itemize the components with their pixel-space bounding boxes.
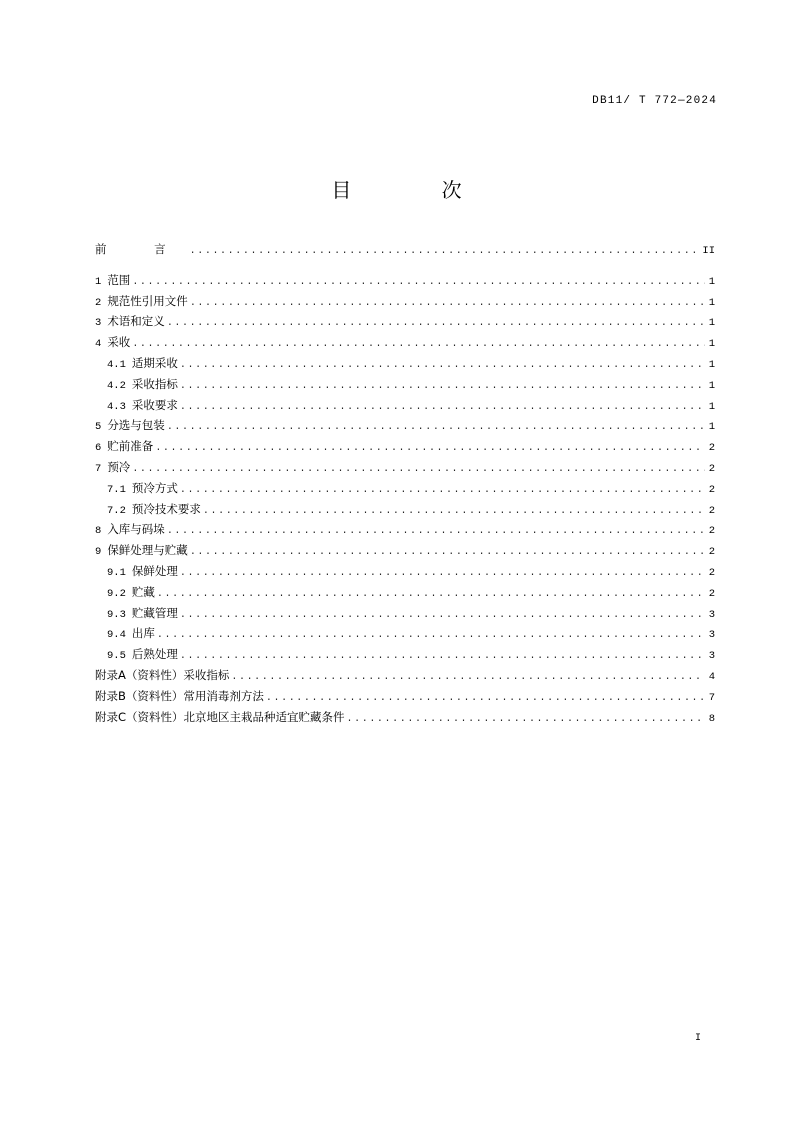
toc-entry-number: 9.2 [107, 587, 126, 600]
toc-entry-label: 贮藏管理 [131, 605, 178, 620]
toc-dot-leader [180, 398, 705, 416]
toc-entry-label: 术语和定义 [107, 314, 165, 329]
toc-entry-label: 规范性引用文件 [107, 293, 188, 308]
toc-entry[interactable] [95, 561, 715, 582]
toc-entry-label: 附录A（资料性）采收指标 [95, 667, 230, 682]
toc-dot-leader [203, 502, 705, 520]
page-number: I [694, 1033, 701, 1044]
toc-entry-label: 出库 [131, 626, 155, 641]
toc-entry[interactable] [95, 540, 715, 561]
toc-entry-page: 1 [708, 421, 715, 434]
toc-dot-leader [132, 460, 705, 478]
toc-entry[interactable] [95, 457, 715, 478]
toc-entry-number: 9.3 [107, 608, 126, 621]
toc-entry-number: 4 [95, 338, 102, 351]
toc-dot-leader [167, 418, 705, 436]
toc-dot-leader [266, 689, 705, 707]
toc-entry-label: 适期采收 [131, 355, 178, 370]
toc-dot-leader [157, 626, 705, 644]
toc-entry[interactable] [95, 270, 715, 291]
toc-entry-number: 8 [95, 525, 102, 538]
toc-entry-page: 7 [708, 691, 715, 704]
toc-dot-leader [180, 377, 705, 395]
toc-entry[interactable] [95, 374, 715, 395]
toc-dot-leader [180, 647, 705, 665]
toc-entry[interactable] [95, 665, 715, 686]
toc-title: 目 次 [331, 178, 504, 202]
toc-entry-label: 预冷技术要求 [131, 501, 201, 516]
toc-dot-leader [180, 564, 705, 582]
toc-dot-leader [180, 606, 705, 624]
toc-entry-number: 6 [95, 442, 102, 455]
toc-entry[interactable] [95, 582, 715, 603]
toc-entry-page: 2 [708, 587, 715, 600]
toc-entry[interactable] [95, 436, 715, 457]
toc-entry-label: 保鲜处理与贮藏 [107, 543, 188, 558]
toc-entry[interactable] [95, 623, 715, 644]
toc-entry-number: 9 [95, 546, 102, 559]
toc-entry-number: 9.1 [107, 566, 126, 579]
toc-entry-label: 预冷方式 [131, 480, 178, 495]
toc-entry[interactable] [95, 395, 715, 416]
toc-entry-number: 3 [95, 317, 102, 330]
toc-entry[interactable] [95, 499, 715, 520]
toc-entry-number: 4.2 [107, 379, 126, 392]
toc-entry-page: 4 [708, 670, 715, 683]
toc-entry-label: 前 言 [95, 242, 188, 256]
toc-entry-number: 4.3 [107, 400, 126, 413]
toc-entry-page: 2 [708, 566, 715, 579]
toc-entry-page: 1 [708, 379, 715, 392]
toc-entry-label: 分选与包装 [107, 418, 165, 433]
toc-entry-label: 采收 [107, 335, 131, 350]
toc-entry-page: 1 [708, 317, 715, 330]
toc-entry[interactable] [95, 332, 715, 353]
toc-dot-leader [190, 242, 701, 260]
toc-dot-leader [180, 481, 705, 499]
toc-entry[interactable] [95, 686, 715, 707]
toc-entry-page: 8 [708, 712, 715, 725]
toc-entries [95, 270, 715, 728]
toc-entry-page: 3 [708, 608, 715, 621]
table-of-contents [95, 239, 715, 727]
toc-dot-leader [190, 543, 705, 561]
toc-entry-number: 9.4 [107, 629, 126, 642]
toc-dot-leader [157, 585, 705, 603]
toc-entry-label: 贮藏 [131, 584, 155, 599]
toc-entry[interactable] [95, 519, 715, 540]
toc-dot-leader [231, 668, 705, 686]
toc-entry-label: 贮前准备 [107, 439, 154, 454]
toc-entry-label: 附录C（资料性）北京地区主栽品种适宜贮藏条件 [95, 709, 345, 724]
toc-entry[interactable] [95, 311, 715, 332]
toc-dot-leader [347, 710, 705, 728]
toc-entry-page: 2 [708, 546, 715, 559]
toc-entry-page: 1 [708, 275, 715, 288]
toc-entry-page: 2 [708, 525, 715, 538]
toc-dot-leader [155, 439, 705, 457]
toc-dot-leader [167, 314, 705, 332]
toc-entry-page: 2 [708, 504, 715, 517]
toc-entry-page: 1 [708, 338, 715, 351]
toc-entry[interactable] [95, 707, 715, 728]
toc-entry-page: 2 [708, 442, 715, 455]
toc-entry-label: 范围 [107, 272, 131, 287]
toc-entry-label: 保鲜处理 [131, 563, 178, 578]
toc-dot-leader [132, 335, 705, 353]
toc-entry-number: 7 [95, 462, 102, 475]
toc-dot-leader [180, 356, 705, 374]
toc-entry[interactable] [95, 415, 715, 436]
toc-entry-label: 采收指标 [131, 376, 178, 391]
toc-entry-label: 入库与码垛 [107, 522, 165, 537]
toc-entry-page: 1 [708, 358, 715, 371]
toc-entry-page: 1 [708, 296, 715, 309]
toc-entry-page: II [702, 245, 715, 257]
toc-entry[interactable] [95, 644, 715, 665]
toc-entry-label: 附录B（资料性）常用消毒剂方法 [95, 688, 264, 703]
toc-entry-preface[interactable] [95, 239, 715, 260]
toc-entry-number: 2 [95, 296, 102, 309]
toc-entry[interactable] [95, 353, 715, 374]
toc-entry[interactable] [95, 603, 715, 624]
toc-entry-number: 7.1 [107, 483, 126, 496]
toc-entry-number: 9.5 [107, 650, 126, 663]
toc-entry-number: 4.1 [107, 358, 126, 371]
document-number: DB11/ T 772—2024 [592, 95, 717, 107]
toc-entry-page: 2 [708, 483, 715, 496]
toc-entry-page: 3 [708, 629, 715, 642]
toc-entry-number: 1 [95, 275, 102, 288]
toc-entry-label: 后熟处理 [131, 647, 178, 662]
toc-entry-page: 2 [708, 462, 715, 475]
toc-entry-label: 采收要求 [131, 397, 178, 412]
toc-entry-page: 1 [708, 400, 715, 413]
toc-dot-leader [190, 294, 705, 312]
toc-dot-leader [132, 273, 705, 291]
toc-dot-leader [167, 522, 705, 540]
toc-entry-label: 预冷 [107, 459, 131, 474]
toc-entry-page: 3 [708, 650, 715, 663]
toc-entry[interactable] [95, 478, 715, 499]
toc-entry[interactable] [95, 291, 715, 312]
toc-entry-number: 5 [95, 421, 102, 434]
toc-entry-number: 7.2 [107, 504, 126, 517]
